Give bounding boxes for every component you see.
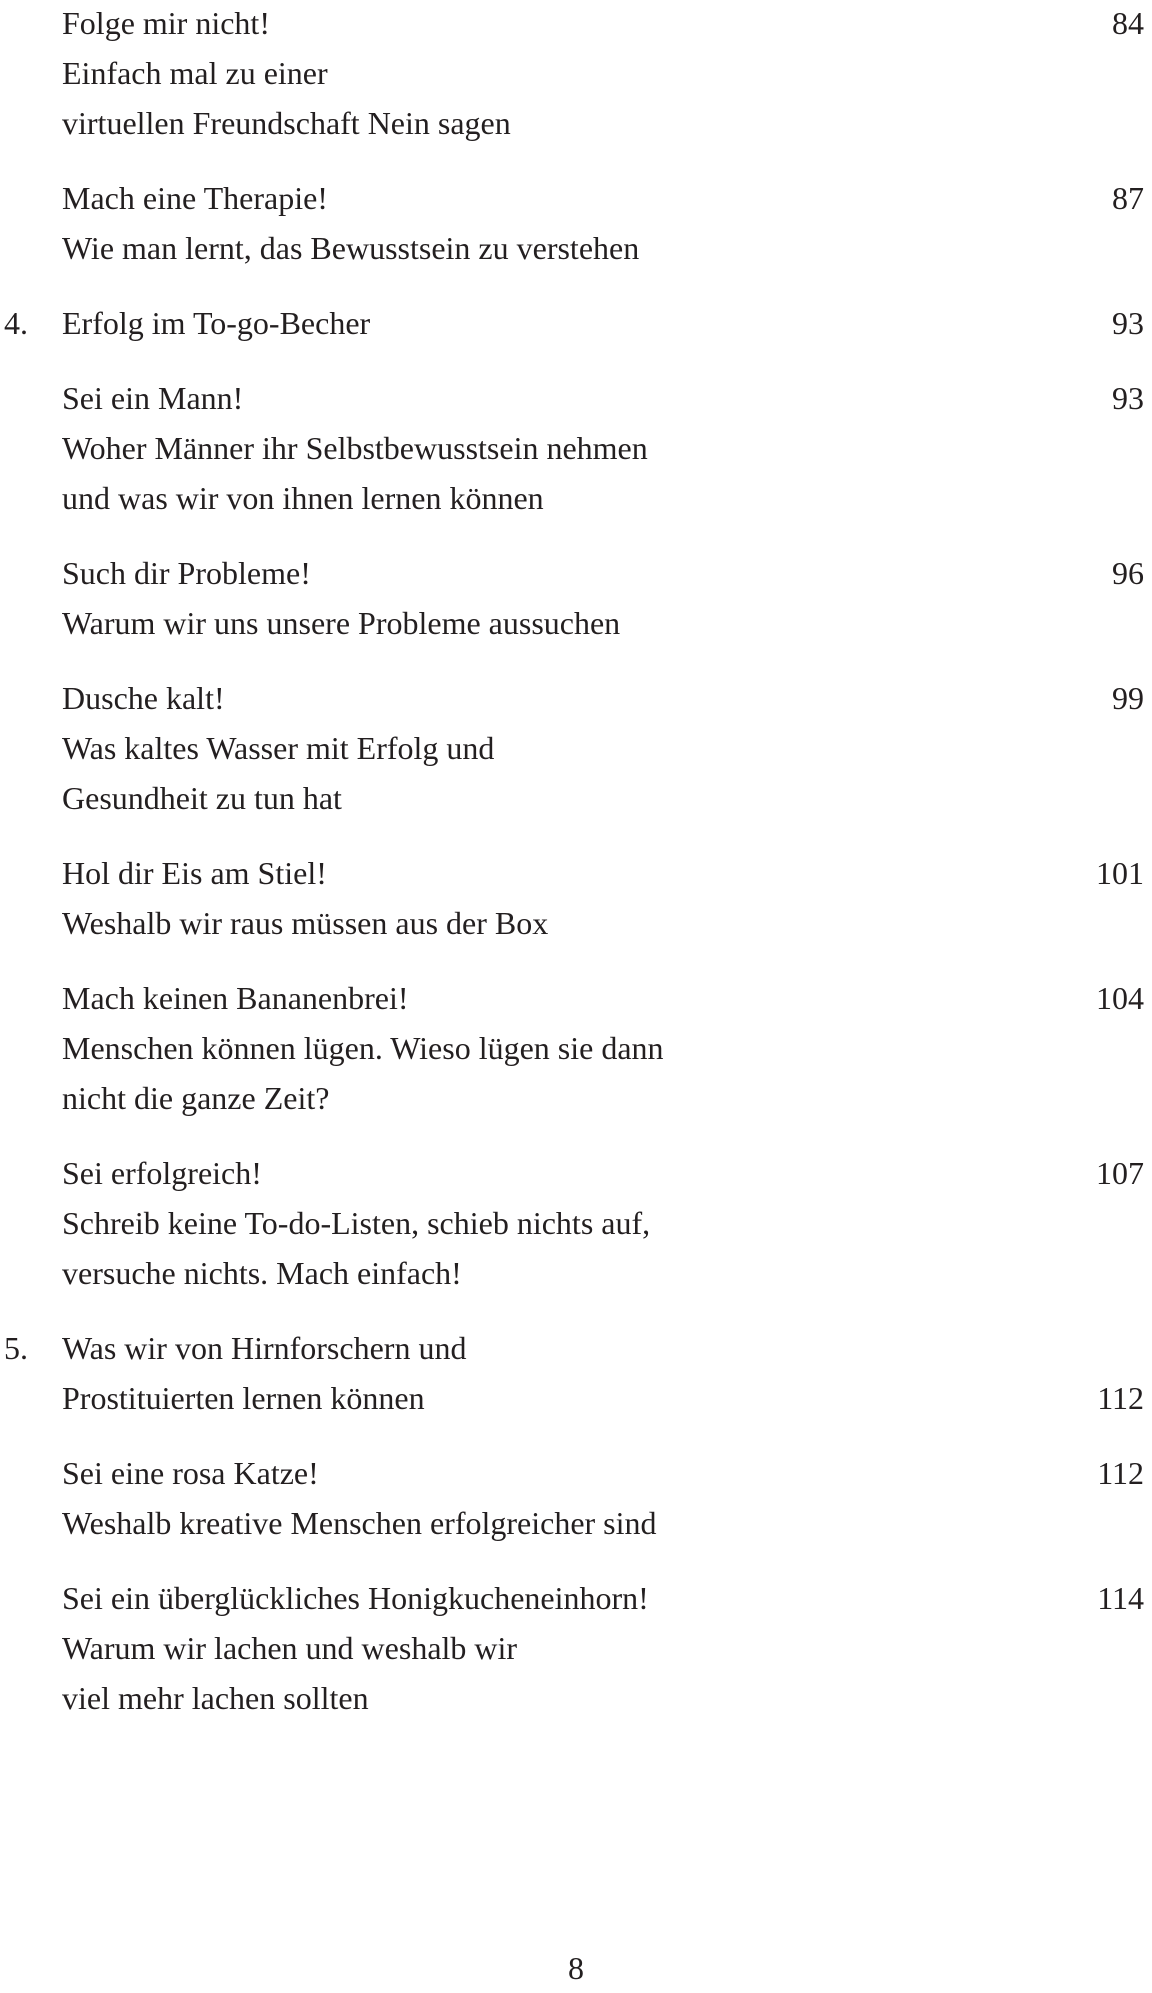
toc-line bbox=[0, 223, 1152, 273]
toc-chapter bbox=[0, 1323, 1152, 1423]
toc-entry bbox=[0, 973, 1152, 1123]
entry-subtitle: virtuellen Freundschaft Nein sagen bbox=[62, 105, 511, 141]
toc-line bbox=[0, 773, 1152, 823]
entry-subtitle: und was wir von ihnen lernen können bbox=[62, 480, 544, 516]
entry-subtitle: nicht die ganze Zeit? bbox=[62, 1080, 330, 1116]
toc-line bbox=[0, 1373, 1152, 1423]
toc-line bbox=[0, 723, 1152, 773]
toc-entry bbox=[0, 0, 1152, 148]
entry-subtitle: Gesundheit zu tun hat bbox=[62, 780, 342, 816]
page-ref: 112 bbox=[1097, 1455, 1144, 1491]
toc-line bbox=[0, 1323, 1152, 1373]
toc-line bbox=[0, 898, 1152, 948]
entry-subtitle: Einfach mal zu einer bbox=[62, 55, 328, 91]
entry-title: Mach eine Therapie! bbox=[62, 180, 328, 216]
entry-subtitle: versuche nichts. Mach einfach! bbox=[62, 1255, 462, 1291]
toc-line bbox=[0, 0, 1152, 48]
toc-line bbox=[0, 1023, 1152, 1073]
toc-line bbox=[0, 1673, 1152, 1723]
chapter-number: 4. bbox=[4, 305, 28, 341]
entry-title: Folge mir nicht! bbox=[62, 5, 270, 41]
toc-line bbox=[0, 1498, 1152, 1548]
toc-line bbox=[0, 1623, 1152, 1673]
entry-title: Sei erfolgreich! bbox=[62, 1155, 262, 1191]
toc-line bbox=[0, 423, 1152, 473]
entry-title: Such dir Probleme! bbox=[62, 555, 311, 591]
toc-line bbox=[0, 1073, 1152, 1123]
page-ref: 99 bbox=[1112, 680, 1144, 716]
toc-entry bbox=[0, 1448, 1152, 1548]
toc-entry bbox=[0, 173, 1152, 273]
entry-title: Dusche kalt! bbox=[62, 680, 225, 716]
chapter-title: Prostituierten lernen können bbox=[62, 1380, 425, 1416]
toc-entry bbox=[0, 548, 1152, 648]
toc-line bbox=[0, 48, 1152, 98]
toc-line bbox=[0, 673, 1152, 723]
page-ref: 114 bbox=[1097, 1580, 1144, 1616]
entry-subtitle: Warum wir uns unsere Probleme aussuchen bbox=[62, 605, 621, 641]
toc-entry bbox=[0, 1148, 1152, 1298]
entry-title: Sei ein überglückliches Honigkucheneinhorn! bbox=[62, 1580, 649, 1616]
entry-subtitle: Weshalb wir raus müssen aus der Box bbox=[62, 905, 549, 941]
entry-subtitle: Weshalb kreative Menschen erfolgreicher sind bbox=[62, 1505, 657, 1541]
entry-subtitle: viel mehr lachen sollten bbox=[62, 1680, 369, 1716]
entry-subtitle: Woher Männer ihr Selbstbewusstsein nehmen bbox=[62, 430, 648, 466]
toc-line bbox=[0, 848, 1152, 898]
entry-subtitle: Menschen können lügen. Wieso lügen sie dann bbox=[62, 1030, 664, 1066]
toc-line bbox=[0, 473, 1152, 523]
toc-entry bbox=[0, 373, 1152, 523]
toc-line bbox=[0, 1573, 1152, 1623]
toc-line bbox=[0, 98, 1152, 148]
toc-line bbox=[0, 173, 1152, 223]
toc-line bbox=[0, 598, 1152, 648]
page-ref: 96 bbox=[1112, 555, 1144, 591]
page-ref: 104 bbox=[1096, 980, 1144, 1016]
toc-line bbox=[0, 1198, 1152, 1248]
toc-line bbox=[0, 1448, 1152, 1498]
entry-subtitle: Wie man lernt, das Bewusstsein zu verstehen bbox=[62, 230, 640, 266]
entry-title: Hol dir Eis am Stiel! bbox=[62, 855, 327, 891]
chapter-title: Erfolg im To-go-Becher bbox=[62, 305, 371, 341]
entry-subtitle: Was kaltes Wasser mit Erfolg und bbox=[62, 730, 495, 766]
toc-line bbox=[0, 973, 1152, 1023]
toc-chapter bbox=[0, 298, 1152, 348]
toc-entry bbox=[0, 848, 1152, 948]
page-number: 8 bbox=[568, 1950, 584, 1986]
page-ref: 112 bbox=[1097, 1380, 1144, 1416]
toc-line bbox=[0, 1248, 1152, 1298]
chapter-number: 5. bbox=[4, 1330, 28, 1366]
entry-subtitle: Warum wir lachen und weshalb wir bbox=[62, 1630, 518, 1666]
toc-line bbox=[0, 1148, 1152, 1198]
entry-title: Sei ein Mann! bbox=[62, 380, 244, 416]
page-ref: 84 bbox=[1112, 5, 1144, 41]
entry-title: Mach keinen Bananenbrei! bbox=[62, 980, 409, 1016]
toc-line bbox=[0, 373, 1152, 423]
entry-title: Sei eine rosa Katze! bbox=[62, 1455, 319, 1491]
page-ref: 101 bbox=[1096, 855, 1144, 891]
toc-line bbox=[0, 298, 1152, 348]
toc-line bbox=[0, 548, 1152, 598]
page-ref: 93 bbox=[1112, 380, 1144, 416]
toc-entry bbox=[0, 673, 1152, 823]
page-ref: 107 bbox=[1096, 1155, 1144, 1191]
page-ref: 87 bbox=[1112, 180, 1144, 216]
toc-entry bbox=[0, 1573, 1152, 1723]
chapter-title: Was wir von Hirnforschern und bbox=[62, 1330, 467, 1366]
entry-subtitle: Schreib keine To-do-Listen, schieb nichts auf, bbox=[62, 1205, 651, 1241]
page-ref: 93 bbox=[1112, 305, 1144, 341]
